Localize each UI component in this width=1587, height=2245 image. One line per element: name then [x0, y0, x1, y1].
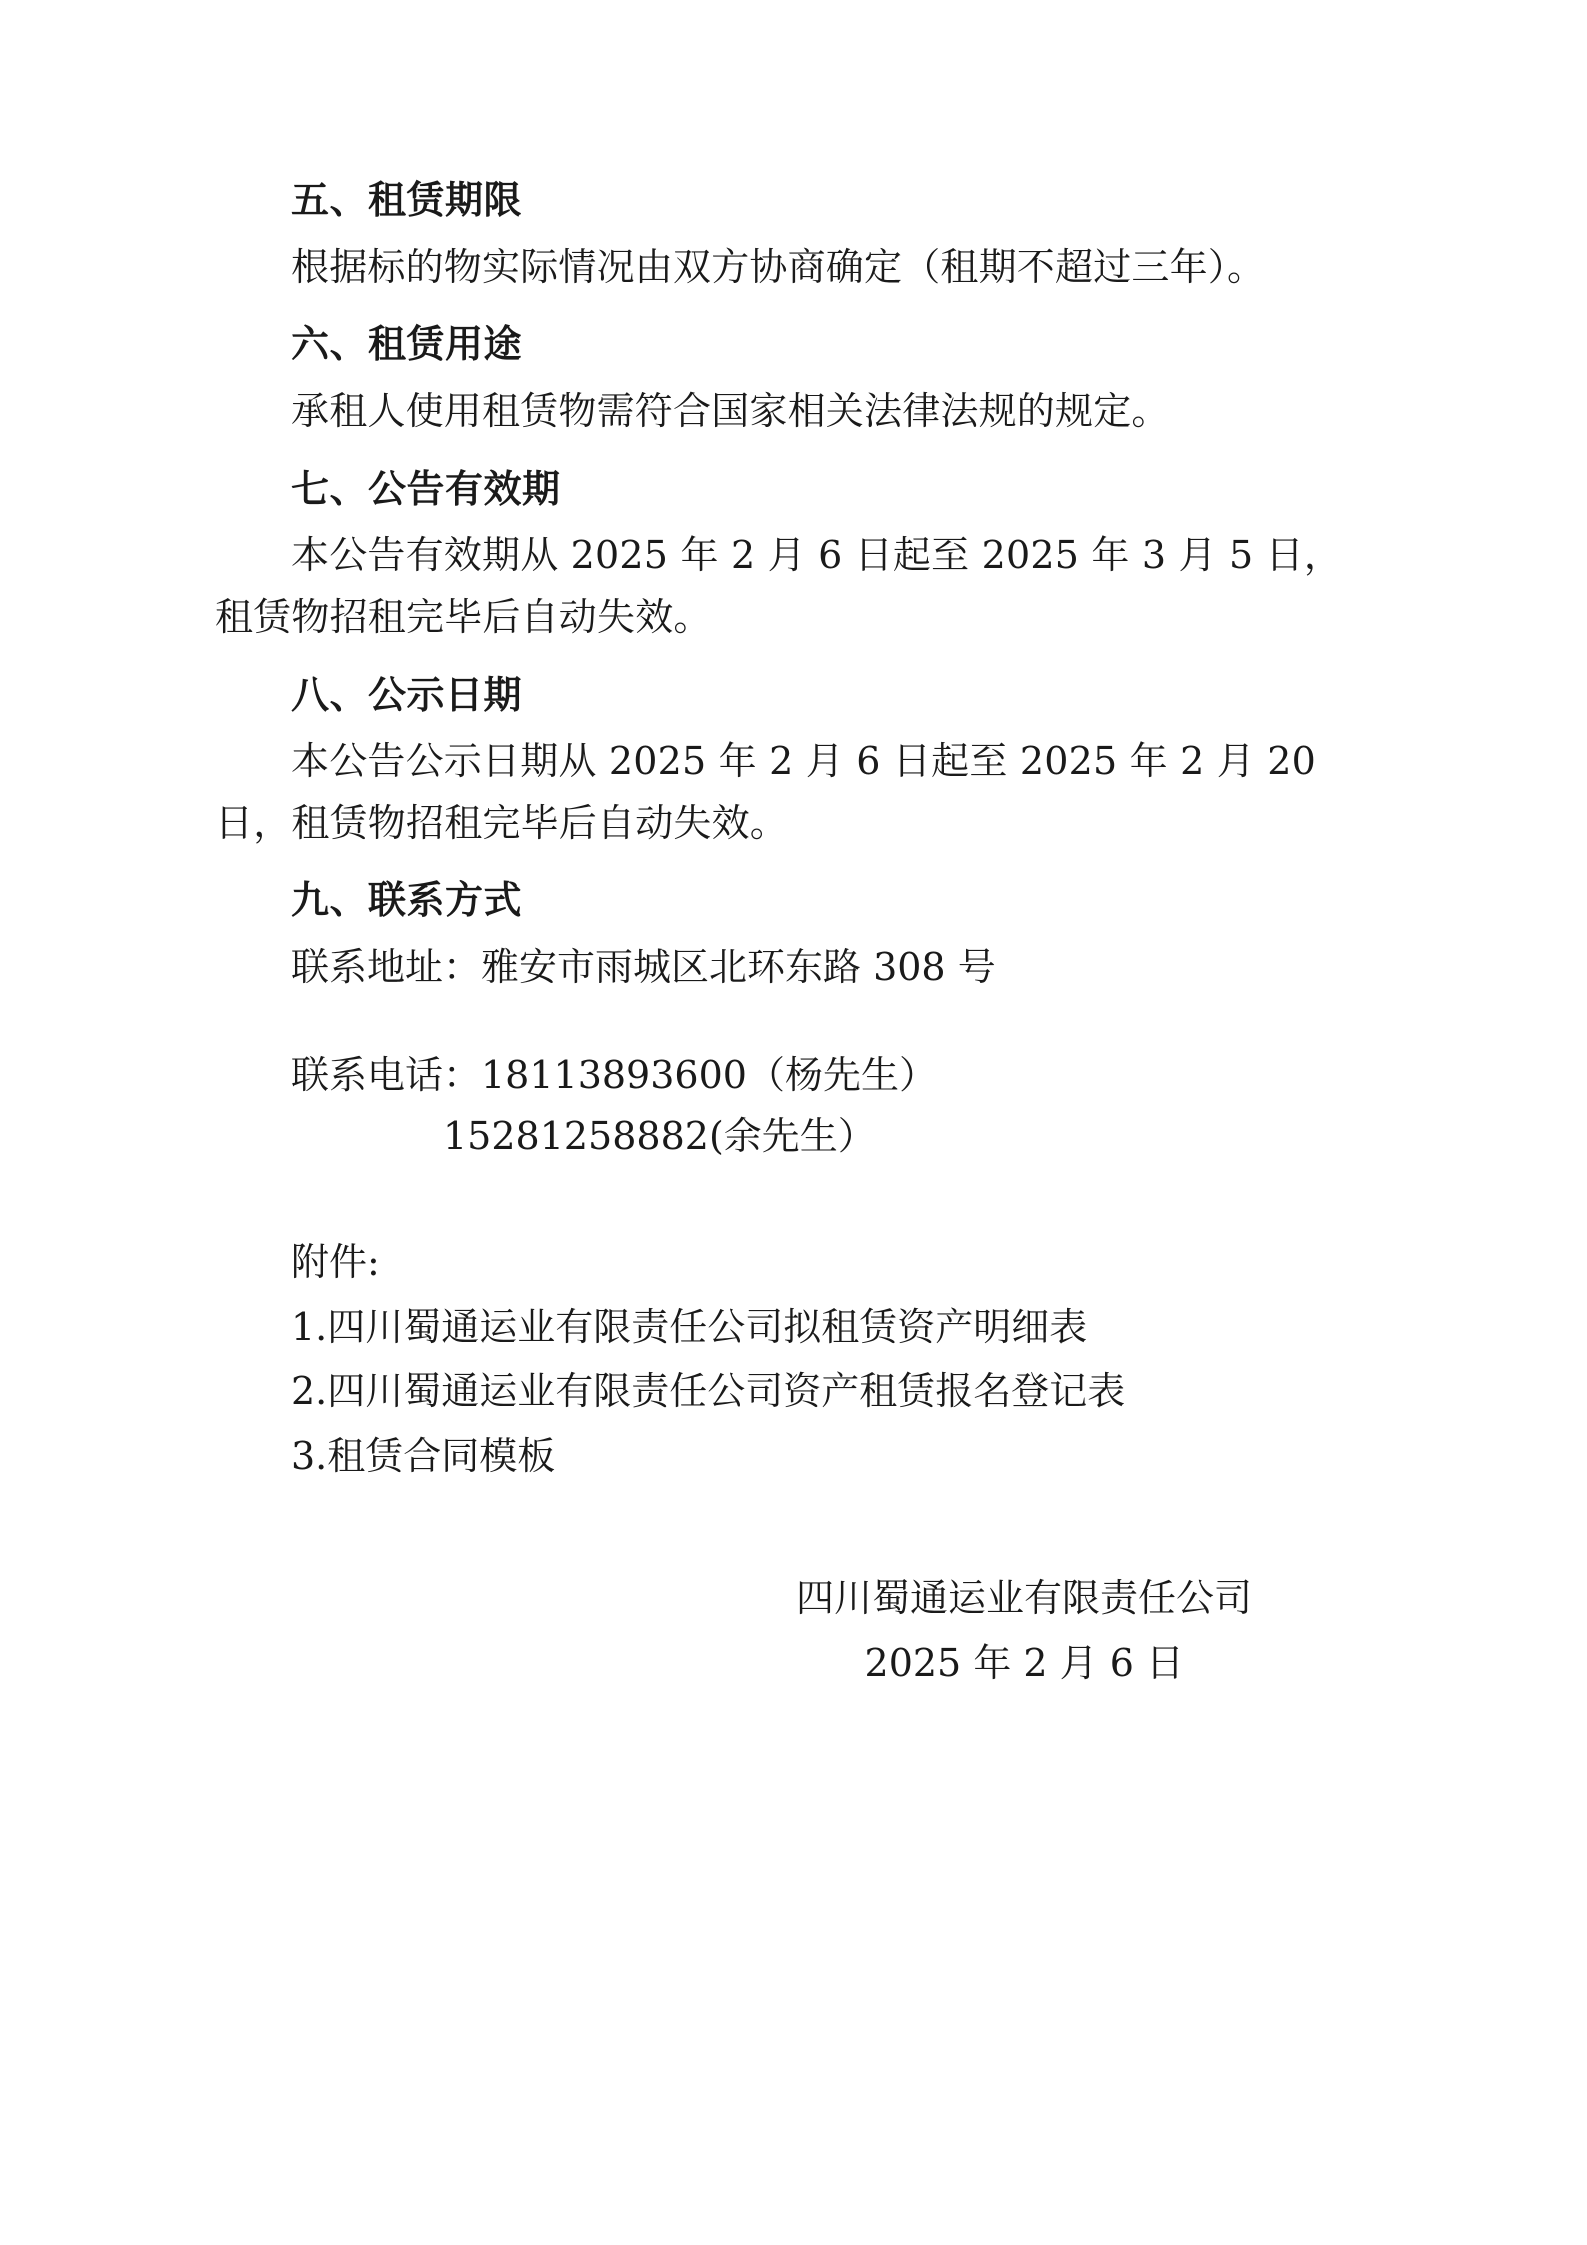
document-body — [215, 170, 1372, 1695]
section-heading-lease-term: 五、租赁期限 — [291, 177, 523, 222]
section-paragraph-lease-term: 根据标的物实际情况由双方协商确定（租期不超过三年）。 — [291, 244, 1266, 289]
attachments-title: 附件: — [291, 1239, 380, 1284]
section-heading-notice-validity: 七、公告有效期 — [291, 465, 561, 511]
section-heading-publicity-date: 八、公示日期 — [291, 671, 523, 717]
section-heading-contact: 九、联系方式 — [291, 877, 523, 923]
contact-phone-secondary: 15281258882(余先生） — [443, 1114, 876, 1159]
section-paragraph-lease-purpose: 承租人使用租赁物需符合国家相关法律法规的规定。 — [291, 389, 1170, 434]
contact-phone-primary: 联系电话：18113893600（杨先生） — [291, 1052, 937, 1097]
contact-address: 联系地址：雅安市雨城区北环东路 308 号 — [291, 945, 996, 990]
signature-date: 2025 年 2 月 6 日 — [864, 1640, 1184, 1685]
attachment-item-1: 1.四川蜀通运业有限责任公司拟租赁资产明细表 — [291, 1304, 1088, 1349]
section-paragraph-notice-validity: 本公告有效期从 2025 年 2 月 6 日起至 2025 年 3 月 5 日，租赁物招租完毕后自动失效。 — [215, 533, 1343, 640]
attachment-item-2: 2.四川蜀通运业有限责任公司资产租赁报名登记表 — [291, 1369, 1126, 1414]
attachment-item-3: 3.租赁合同模板 — [291, 1433, 556, 1478]
section-heading-lease-purpose: 六、租赁用途 — [291, 321, 523, 367]
section-paragraph-publicity-date: 本公告公示日期从 2025 年 2 月 6 日起至 2025 年 2 月 20 日，租赁物招租完毕后自动失效。 — [215, 739, 1316, 845]
signature-company: 四川蜀通运业有限责任公司 — [795, 1576, 1252, 1621]
